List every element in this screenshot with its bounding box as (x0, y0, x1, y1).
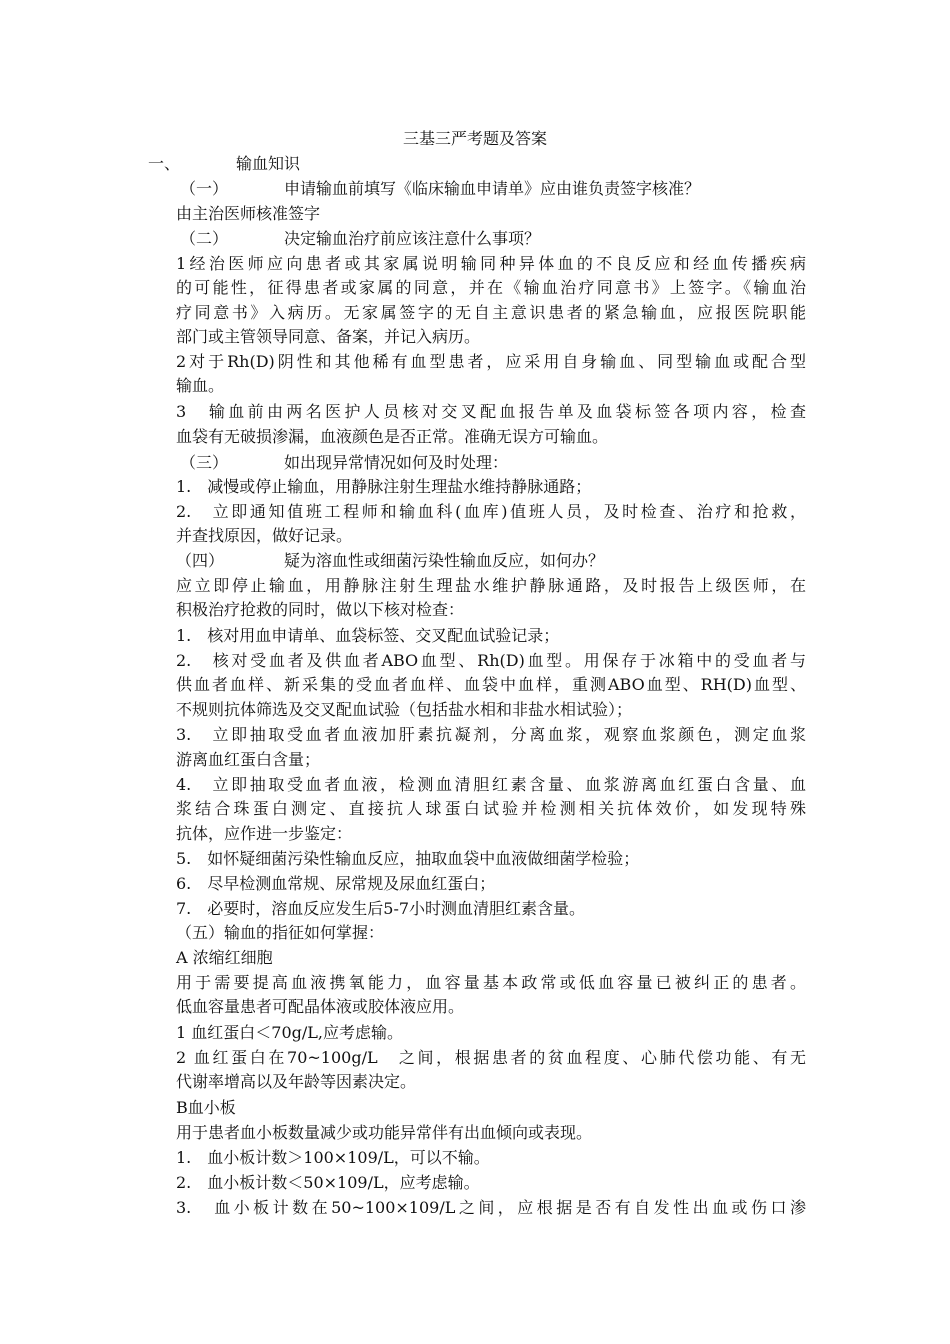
answer-line: 部门或主管领导同意、备案，并记入病历。 (176, 327, 481, 346)
document-title: 三基三严考题及答案 (402, 129, 547, 148)
answer-line: 3. 立即抽取受血者血液加肝素抗凝剂，分离血浆，观察血浆颜色，测定血浆 (176, 725, 806, 744)
answer-line: 2. 血小板计数＜50×109/L，应考虑输。 (176, 1173, 480, 1192)
answer-line: 2对于Rh(D)阴性和其他稀有血型患者，应采用自身输血、同型输血或配合型 (176, 352, 806, 371)
answer-line: 并查找原因，做好记录。 (176, 526, 353, 545)
answer-line: 应立即停止输血，用静脉注射生理盐水维护静脉通路，及时报告上级医师，在 (176, 576, 806, 595)
answer-line: 4. 立即抽取受血者血液，检测血清胆红素含量、血浆游离血红蛋白含量、血 (176, 775, 806, 794)
answer-line: 浆结合珠蛋白测定、直接抗人球蛋白试验并检测相关抗体效价，如发现特殊 (176, 799, 806, 818)
section-title: 输血知识 (236, 154, 301, 173)
answer-line: 2. 立即通知值班工程师和输血科(血库)值班人员，及时检查、治疗和抢救， (176, 502, 806, 521)
answer-line: 用于患者血小板数量减少或功能异常伴有出血倾向或表现。 (176, 1123, 593, 1142)
answer-line: 积极治疗抢救的同时，做以下核对检查： (176, 600, 465, 619)
question-3-text: 如出现异常情况如何及时处理： (284, 453, 509, 472)
answer-line: 2. 核对受血者及供血者ABO血型、Rh(D)血型。用保存于冰箱中的受血者与 (176, 651, 806, 670)
answer-line: 不规则抗体筛选及交叉配血试验（包括盐水相和非盐水相试验）； (176, 700, 633, 719)
answer-line: 1. 减慢或停止输血，用静脉注射生理盐水维持静脉通路； (176, 477, 592, 496)
question-1-text: 申请输血前填写《临床输血申请单》应由谁负责签字核准？ (284, 179, 701, 198)
question-5-heading: （五）输血的指征如何掌握： (176, 923, 385, 942)
answer-line: A 浓缩红细胞 (176, 948, 273, 967)
question-4-text: 疑为溶血性或细菌污染性输血反应，如何办？ (284, 551, 605, 570)
answer-line: 5. 如怀疑细菌污染性输血反应，抽取血袋中血液做细菌学检验； (176, 849, 640, 868)
question-2-text: 决定输血治疗前应该注意什么事项？ (284, 229, 541, 248)
answer-line: 低血容量患者可配晶体液或胶体液应用。 (176, 997, 465, 1016)
answer-line: 游离血红蛋白含量； (176, 750, 321, 769)
section-number: 一、 (148, 154, 181, 173)
answer-line: 的可能性，征得患者或家属的同意，并在《输血治疗同意书》上签字。《输血治 (176, 278, 806, 297)
answer-line: 由主治医师核准签字 (176, 204, 321, 223)
answer-line: 用于需要提高血液携氧能力，血容量基本政常或低血容量已被纠正的患者。 (176, 973, 806, 992)
question-4-label: （四） (176, 551, 225, 570)
answer-line: 输血。 (176, 376, 225, 395)
answer-line: 血袋有无破损渗漏，血液颜色是否正常。准确无误方可输血。 (176, 427, 609, 446)
answer-line: 疗同意书》入病历。无家属签字的无自主意识患者的紧急输血，应报医院职能 (176, 303, 806, 322)
answer-line: 1经治医师应向患者或其家属说明输同种异体血的不良反应和经血传播疾病 (176, 254, 806, 273)
answer-line: 2 血红蛋白在70~100g/L 之间，根据患者的贫血程度、心肺代偿功能、有无 (176, 1048, 806, 1067)
answer-line: 供血者血样、新采集的受血者血样、血袋中血样，重测ABO血型、RH(D)血型、 (176, 675, 806, 694)
question-2-label: （二） (180, 229, 229, 248)
question-1-label: （一） (180, 179, 229, 198)
answer-line: 7. 必要时，溶血反应发生后5-7小时测血清胆红素含量。 (176, 899, 586, 918)
answer-line: B血小板 (176, 1098, 236, 1117)
answer-line: 1. 血小板计数＞100×109/L，可以不输。 (176, 1148, 490, 1167)
answer-line: 代谢率增高以及年龄等因素决定。 (176, 1072, 417, 1091)
answer-line: 抗体，应作进一步鉴定： (176, 824, 353, 843)
answer-line: 1. 核对用血申请单、血袋标签、交叉配血试验记录； (176, 626, 560, 645)
answer-line: 3. 血小板计数在50~100×109/L之间，应根据是否有自发性出血或伤口渗 (176, 1198, 806, 1217)
answer-line: 3 输血前由两名医护人员核对交叉配血报告单及血袋标签各项内容，检查 (176, 402, 806, 421)
answer-line: 1 血红蛋白＜70g/L,应考虑输。 (176, 1023, 403, 1042)
answer-line: 6. 尽早检测血常规、尿常规及尿血红蛋白； (176, 874, 496, 893)
question-3-label: （三） (180, 453, 229, 472)
